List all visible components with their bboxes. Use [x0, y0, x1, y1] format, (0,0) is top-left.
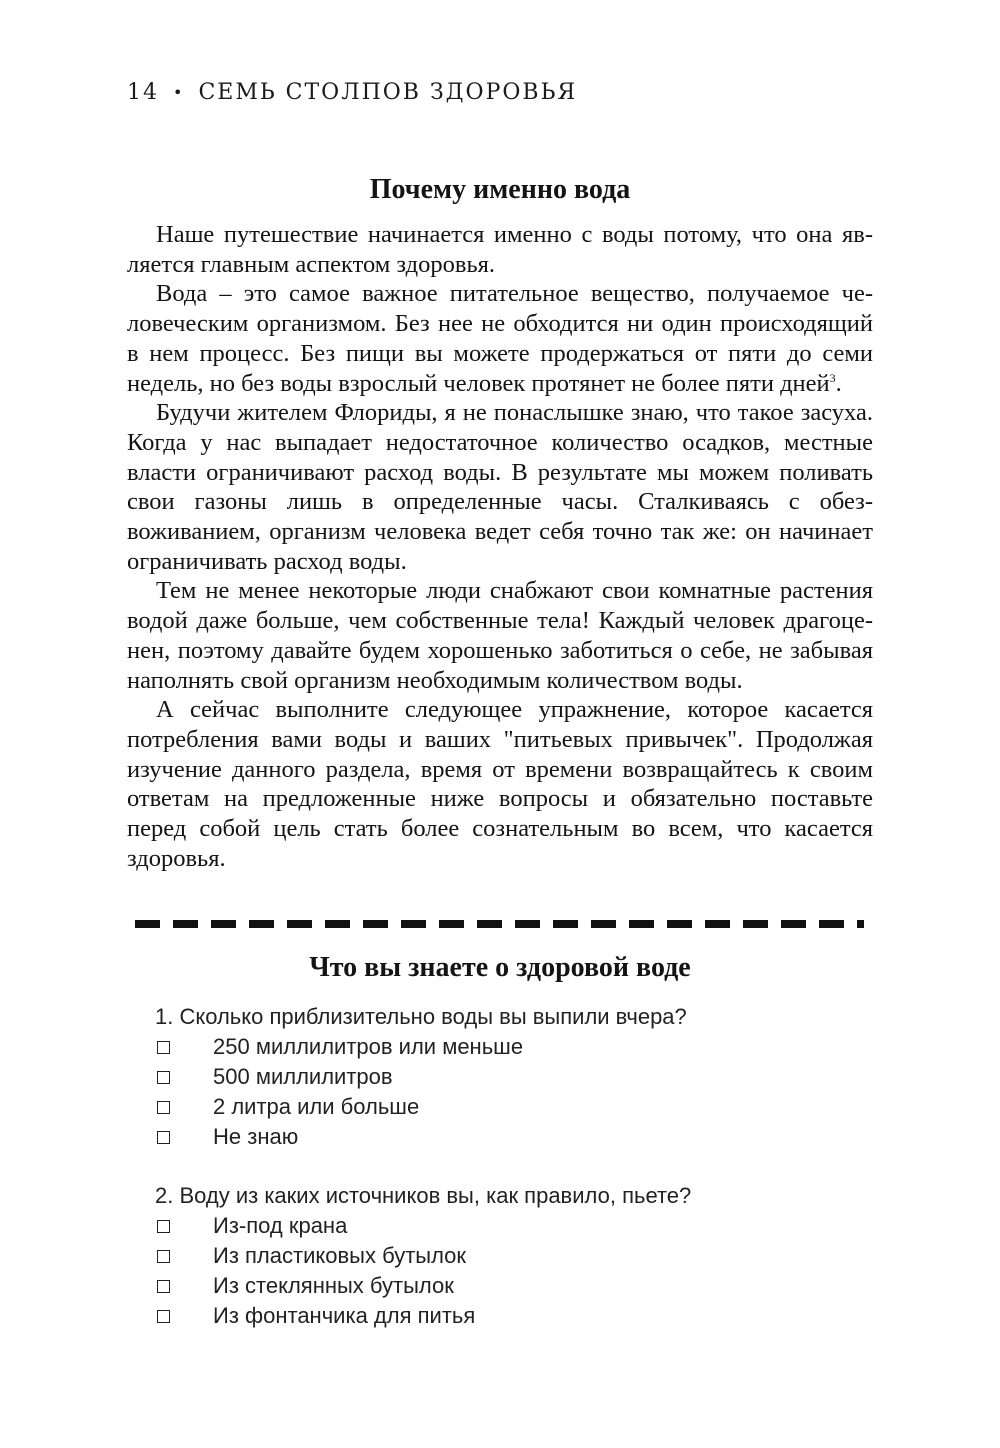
- quiz-question-2: [155, 1181, 875, 1331]
- paragraph-end: .: [835, 369, 842, 397]
- paragraph: [127, 279, 873, 398]
- answer-option[interactable]: [155, 1122, 875, 1152]
- checkbox-icon[interactable]: [157, 1071, 170, 1084]
- header-separator: •: [173, 83, 185, 102]
- body-text: [127, 220, 873, 873]
- checkbox-icon[interactable]: [157, 1101, 170, 1114]
- paragraph: А сейчас выполните следующее упражнение, которое касается потребления вами воды и ваших "питьевых привычек". Продолжая изучение данного раздела, время от времени возвращайтесь к своим ответам на предложенные ниже вопросы и обязательно поставьте перед собой цель стать более сознательным во всем, что касается здоровья.: [127, 696, 873, 872]
- question-text: 1. Сколько приблизительно воды вы выпили вчера?: [155, 1004, 687, 1029]
- answer-option[interactable]: [155, 1271, 875, 1301]
- option-label: Из стеклянных бутылок: [213, 1273, 454, 1298]
- footnote-marker: 3: [829, 370, 836, 385]
- option-label: 500 миллилитров: [213, 1064, 393, 1089]
- paragraph: Наше путешествие начинается именно с воды потому, что она является главным аспектом здоровья.: [127, 221, 873, 278]
- checkbox-icon[interactable]: [157, 1220, 170, 1233]
- option-label: Из-под крана: [213, 1213, 348, 1238]
- paragraph-text: Вода – это самое важное питательное вещество, получаемое человеческим организмом. Без нее не обходится ни один происходящий в нем процесс. Без пищи вы можете продержаться от пяти до семи недель, но без воды взрослый человек протянет не более пяти дней: [127, 280, 873, 397]
- answer-option[interactable]: [155, 1241, 875, 1271]
- paragraph: Будучи жителем Флориды, я не понаслышке знаю, что такое засуха. Когда у нас выпадает недостаточное количество осадков, местные власти ограничивают расход воды. В результате мы можем поливать свои газоны лишь в определенные часы. Сталкиваясь с обезвоживанием, организм человека ведет себя точно так же: он начинает ограничивать расход воды.: [127, 399, 873, 575]
- quiz-question-1: [155, 1002, 875, 1152]
- answer-option[interactable]: [155, 1092, 875, 1122]
- checkbox-icon[interactable]: [157, 1041, 170, 1054]
- book-title: СЕМЬ СТОЛПОВ ЗДОРОВЬЯ: [198, 80, 578, 105]
- section-title-why-water: Почему именно вода: [369, 174, 631, 205]
- paragraph: Тем не менее некоторые люди снабжают свои комнатные растения водой даже больше, чем собственные тела! Каждый человек драгоценен, поэтому давайте будем хорошенько заботиться о себе, не забывая наполнять свой организм необходимым количеством воды.: [127, 577, 873, 694]
- question-text: 2. Воду из каких источников вы, как правило, пьете?: [155, 1183, 692, 1208]
- answer-option[interactable]: [155, 1062, 875, 1092]
- option-label: 250 миллилитров или меньше: [213, 1034, 524, 1059]
- checkbox-icon[interactable]: [157, 1310, 170, 1323]
- option-label: Из фонтанчика для питья: [213, 1303, 476, 1328]
- option-label: 2 литра или больше: [213, 1094, 420, 1119]
- checkbox-icon[interactable]: [157, 1250, 170, 1263]
- page-number: 14: [127, 80, 159, 105]
- answer-option[interactable]: [155, 1301, 875, 1331]
- running-header: [127, 80, 577, 105]
- checkbox-icon[interactable]: [157, 1280, 170, 1293]
- section-title-quiz: Что вы знаете о здоровой воде: [309, 952, 691, 983]
- option-label: Не знаю: [213, 1124, 299, 1149]
- checkbox-icon[interactable]: [157, 1131, 170, 1144]
- option-label: Из пластиковых бутылок: [213, 1243, 467, 1268]
- answer-option[interactable]: [155, 1032, 875, 1062]
- answer-option[interactable]: [155, 1211, 875, 1241]
- dashed-divider: [135, 920, 864, 928]
